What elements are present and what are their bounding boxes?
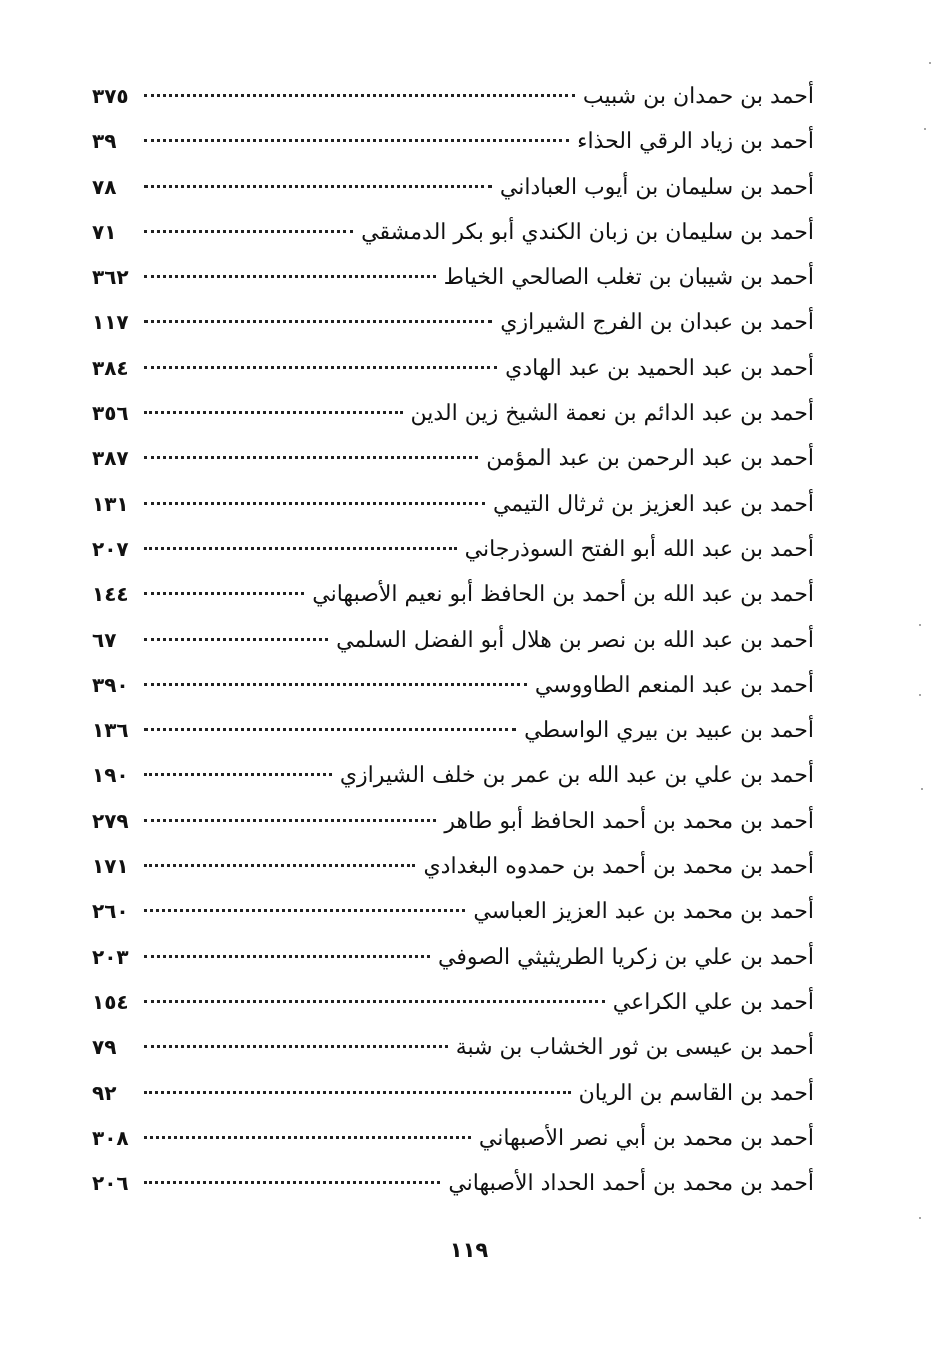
- dot-leader: [144, 274, 436, 278]
- entry-page-number: ٢٠٣: [92, 944, 129, 969]
- entry-page-number: ٧١: [92, 219, 117, 244]
- dot-leader: [144, 365, 497, 369]
- dot-leader: [144, 954, 430, 958]
- dot-leader: [144, 772, 332, 776]
- index-entry: [92, 582, 814, 627]
- page-number: ١١٩: [449, 1238, 489, 1262]
- entry-page-number: ٦٧: [92, 627, 117, 652]
- entry-name: أحمد بن عبد الله أبو الفتح السوذرجاني: [464, 536, 814, 562]
- index-entry: [92, 220, 814, 265]
- entry-page-number: ٣٦٢: [92, 265, 129, 290]
- dot-leader: [144, 455, 478, 459]
- entry-page-number: ٢٠٦: [92, 1171, 129, 1196]
- entry-name: أحمد بن زياد الرقي الحذاء: [577, 129, 814, 155]
- index-entry: [92, 763, 814, 808]
- entry-name: أحمد بن عبد الرحمن بن عبد المؤمن: [486, 446, 814, 472]
- dot-leader: [144, 184, 492, 188]
- dot-leader: [144, 591, 304, 595]
- entry-name: أحمد بن عبد الله بن نصر بن هلال أبو الفضل السلمي: [336, 627, 814, 653]
- index-entry: [92, 492, 814, 537]
- entry-page-number: ٣٠٨: [92, 1125, 129, 1150]
- index-entry: [92, 718, 814, 763]
- entry-page-number: ٢٦٠: [92, 899, 129, 924]
- entry-name: أحمد بن سليمان بن أيوب العباداني: [499, 174, 814, 200]
- dot-leader: [144, 1180, 440, 1184]
- entry-name: أحمد بن محمد بن أحمد الحافظ أبو طاهر: [444, 808, 814, 834]
- entry-page-number: ٣٥٦: [92, 401, 129, 426]
- dot-leader: [144, 229, 353, 233]
- dot-leader: [144, 138, 569, 142]
- index-entry: [92, 175, 814, 220]
- index-entry: [92, 1081, 814, 1126]
- dot-leader: [144, 863, 415, 867]
- dot-leader: [144, 546, 457, 550]
- dot-leader: [144, 682, 527, 686]
- entry-page-number: ٧٩: [92, 1035, 117, 1060]
- dot-leader: [144, 93, 575, 97]
- entry-name: أحمد بن عبدان بن الفرج الشيرازي: [500, 310, 814, 336]
- entry-name: أحمد بن علي بن عبد الله بن عمر بن خلف الشيرازي: [339, 763, 814, 789]
- dot-leader: [144, 410, 403, 414]
- entry-name: أحمد بن محمد بن أحمد بن حمدوه البغدادي: [423, 854, 814, 880]
- name-index-list: [92, 84, 814, 1216]
- dot-leader: [144, 1135, 471, 1139]
- entry-page-number: ١٩٠: [92, 763, 129, 788]
- entry-page-number: ٣٨٧: [92, 446, 129, 471]
- index-entry: [92, 854, 814, 899]
- index-entry: [92, 310, 814, 355]
- entry-page-number: ١٧١: [92, 854, 129, 879]
- index-entry: [92, 1171, 814, 1216]
- dot-leader: [144, 908, 465, 912]
- index-entry: [92, 899, 814, 944]
- entry-name: أحمد بن عبد العزيز بن ثرثال التيمي: [492, 491, 814, 517]
- entry-name: أحمد بن عبد الله بن أحمد بن الحافظ أبو نعيم الأصبهاني: [312, 582, 814, 608]
- entry-name: أحمد بن محمد بن أحمد الحداد الأصبهاني: [448, 1171, 814, 1197]
- entry-page-number: ٧٨: [92, 174, 117, 199]
- entry-name: أحمد بن عبد الحميد بن عبد الهادي: [505, 355, 814, 381]
- index-entry: [92, 401, 814, 446]
- scan-speck: [924, 128, 926, 130]
- index-entry: [92, 1035, 814, 1080]
- entry-name: أحمد بن علي بن زكريا الطريثيثي الصوفي: [438, 944, 814, 970]
- entry-name: أحمد بن عبد المنعم الطاووسي: [534, 672, 814, 698]
- entry-name: أحمد بن عبد الدائم بن نعمة الشيخ زين الدين: [410, 401, 814, 427]
- index-entry: [92, 537, 814, 582]
- dot-leader: [144, 727, 516, 731]
- entry-page-number: ٢٧٩: [92, 808, 129, 833]
- index-entry: [92, 945, 814, 990]
- scan-speck: [921, 788, 923, 790]
- entry-page-number: ١٣١: [92, 491, 129, 516]
- dot-leader: [144, 319, 492, 323]
- entry-page-number: ٣٩: [92, 129, 117, 154]
- entry-name: أحمد بن عبيد بن بيري الواسطي: [524, 718, 814, 744]
- entry-page-number: ٢٠٧: [92, 536, 129, 561]
- scan-speck: [919, 694, 921, 696]
- index-entry: [92, 809, 814, 854]
- index-entry: [92, 84, 814, 129]
- entry-name: أحمد بن حمدان بن شبيب: [582, 84, 814, 109]
- entry-name: أحمد بن محمد بن عبد العزيز العباسي: [473, 899, 814, 925]
- entry-page-number: ١٣٦: [92, 718, 129, 743]
- dot-leader: [144, 501, 485, 505]
- dot-leader: [144, 999, 605, 1003]
- index-entry: [92, 356, 814, 401]
- entry-page-number: ٩٢: [92, 1080, 117, 1105]
- entry-page-number: ١٤٤: [92, 582, 129, 607]
- dot-leader: [144, 1090, 571, 1094]
- entry-page-number: ٣٩٠: [92, 672, 129, 697]
- entry-name: أحمد بن علي الكراعي: [612, 989, 814, 1015]
- index-entry: [92, 265, 814, 310]
- scan-speck: [919, 1217, 921, 1219]
- entry-page-number: ١٥٤: [92, 989, 129, 1014]
- entry-page-number: ٣٧٥: [92, 84, 129, 108]
- entry-name: أحمد بن محمد بن أبي نصر الأصبهاني: [478, 1125, 814, 1151]
- entry-name: أحمد بن عيسى بن ثور الخشاب بن شبة: [455, 1035, 814, 1061]
- index-entry: [92, 628, 814, 673]
- dot-leader: [144, 637, 328, 641]
- index-entry: [92, 129, 814, 174]
- index-entry: [92, 990, 814, 1035]
- entry-name: أحمد بن القاسم بن الريان: [578, 1080, 814, 1106]
- index-entry: [92, 1126, 814, 1171]
- dot-leader: [144, 818, 436, 822]
- scan-speck: [919, 624, 921, 626]
- scan-speck: [929, 62, 931, 64]
- index-entry: [92, 446, 814, 491]
- entry-page-number: ١١٧: [92, 310, 129, 335]
- entry-name: أحمد بن شيبان بن تغلب الصالحي الخياط: [443, 265, 814, 291]
- entry-page-number: ٣٨٤: [92, 355, 129, 380]
- index-entry: [92, 673, 814, 718]
- dot-leader: [144, 1044, 448, 1048]
- entry-name: أحمد بن سليمان بن زبان الكندي أبو بكر الدمشقي: [361, 219, 814, 245]
